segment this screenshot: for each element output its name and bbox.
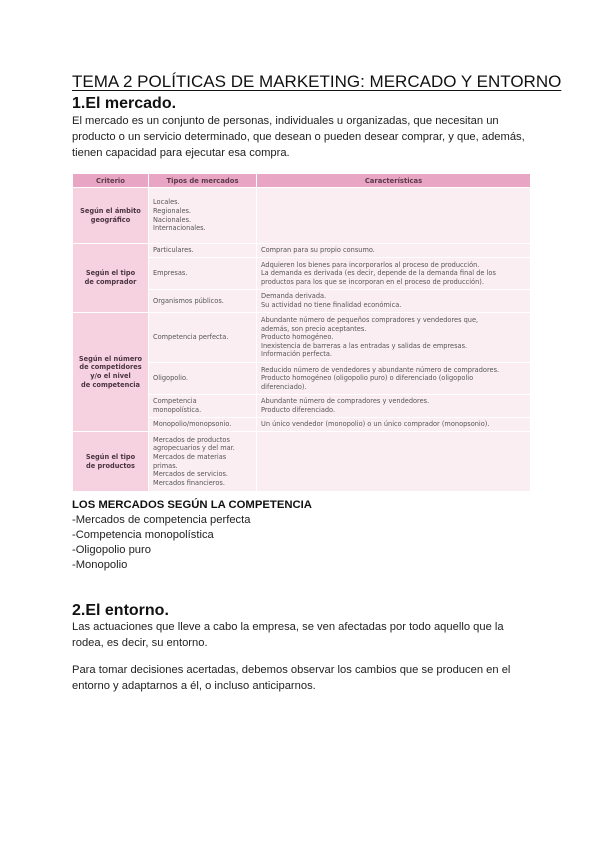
characteristics-line: productos para los que se incorporan en el proceso de producción). — [261, 277, 484, 286]
market-type-cell — [149, 418, 257, 432]
page-title: TEMA 2 POLÍTICAS DE MARKETING: MERCADO Y ENTORNO — [72, 72, 562, 91]
characteristics-cell — [257, 395, 531, 418]
list-item: -Monopolio — [72, 559, 128, 571]
market-type-line: Mercados de productos — [153, 435, 230, 444]
list-item: -Mercados de competencia perfecta — [72, 514, 251, 526]
criterion-line: de competencia — [81, 380, 140, 389]
market-type-line: agropecuarios y del mar. — [153, 444, 235, 453]
market-type-line: Regionales. — [153, 206, 192, 215]
criterion-line: de productos — [86, 461, 135, 470]
paragraph-line: tienen capacidad para ejecutar esa compra. — [72, 147, 290, 159]
table-header-tipos: Tipos de mercados — [149, 174, 257, 188]
characteristics-line: Reducido número de vendedores y abundante número de compradores. — [261, 365, 500, 374]
list-item: -Competencia monopolística — [72, 529, 214, 541]
paragraph-line: producto o un servicio determinado, que desean o pueden desear comprar, y que, además, — [72, 131, 525, 143]
market-type-line: Nacionales. — [153, 215, 192, 224]
criterion-line: Según el ámbito — [80, 206, 141, 215]
market-type-line: Empresas. — [153, 269, 188, 278]
market-type-cell — [149, 290, 257, 313]
criterion-cell — [73, 313, 149, 432]
paragraph-line: El mercado es un conjunto de personas, individuales u organizadas, que necesitan un — [72, 115, 499, 127]
market-type-line: Competencia — [153, 397, 197, 406]
criterion-line: y/o el nivel — [90, 372, 131, 380]
characteristics-cell — [257, 313, 531, 363]
market-type-line: Internacionales. — [153, 224, 206, 233]
list-item: -Oligopolio puro — [72, 544, 151, 556]
criterion-cell — [73, 188, 149, 244]
characteristics-line: Demanda derivada. — [261, 292, 327, 301]
characteristics-cell — [257, 290, 531, 313]
table-header-criterio: Criterio — [73, 174, 149, 188]
characteristics-line: Información perfecta. — [261, 350, 332, 359]
characteristics-line: además, son precio aceptantes. — [261, 324, 367, 333]
characteristics-line: Producto diferenciado. — [261, 406, 336, 414]
market-type-line: primas. — [153, 461, 178, 470]
characteristics-line: Compran para su propio consumo. — [261, 246, 375, 255]
paragraph-line: Las actuaciones que lleve a cabo la empresa, se ven afectadas por todo aquello que la — [72, 621, 504, 633]
criterion-line: geográfico — [90, 215, 131, 224]
section-heading-mercado: 1.El mercado. — [72, 95, 177, 112]
paragraph-line: Para tomar decisiones acertadas, debemos observar los cambios que se producen en el — [72, 664, 511, 676]
entorno-paragraph-1 — [72, 619, 532, 651]
characteristics-line: Abundante número de compradores y vendedores. — [261, 397, 430, 406]
characteristics-line: Abundante número de pequeños compradores y vendedores que, — [261, 316, 479, 325]
characteristics-cell — [257, 432, 531, 492]
market-type-line: Organismos públicos. — [153, 296, 224, 305]
table-header-caracteristicas: Características — [257, 174, 531, 188]
table-row — [73, 313, 531, 363]
characteristics-line: Adquieren los bienes para incorporarlos al proceso de producción. — [261, 260, 480, 269]
criterion-line: Según el número — [78, 354, 143, 363]
characteristics-line: Producto homogéneo (oligopolio puro) o diferenciado (oligopolio — [261, 374, 474, 383]
market-type-line: Mercados de servicios. — [153, 470, 229, 479]
characteristics-cell — [257, 244, 531, 258]
market-type-line: monopolística. — [153, 406, 202, 414]
market-type-line: Mercados financieros. — [153, 478, 225, 487]
table-row — [73, 432, 531, 492]
paragraph-line: entorno y adaptarnos a él, o incluso anticiparnos. — [72, 680, 316, 692]
table-row — [73, 244, 531, 258]
market-type-cell — [149, 258, 257, 290]
characteristics-cell — [257, 363, 531, 395]
market-type-line: Monopolio/monopsonio. — [153, 420, 232, 429]
market-type-cell — [149, 363, 257, 395]
market-types-table — [72, 173, 531, 492]
criterion-cell — [73, 244, 149, 313]
competencia-heading: LOS MERCADOS SEGÚN LA COMPETENCIA — [72, 499, 312, 511]
characteristics-cell — [257, 188, 531, 244]
criterion-cell — [73, 432, 149, 492]
market-type-cell — [149, 395, 257, 418]
characteristics-cell — [257, 418, 531, 432]
market-type-cell — [149, 244, 257, 258]
market-type-cell — [149, 313, 257, 363]
criterion-line: de competidores — [79, 363, 142, 372]
characteristics-line: Inexistencia de barreras a las entradas y salidas de empresas. — [261, 341, 468, 350]
criterion-line: Según el tipo — [85, 269, 136, 278]
criterion-line: de comprador — [84, 278, 137, 286]
table-header-row — [73, 174, 531, 188]
market-type-line: Oligopolio. — [153, 374, 188, 383]
market-type-line: Locales. — [153, 198, 180, 207]
table-row — [73, 188, 531, 244]
characteristics-line: La demanda es derivada (es decir, depende de la demanda final de los — [261, 269, 496, 278]
market-type-line: Mercados de materias — [153, 452, 227, 461]
characteristics-line: Un único vendedor (monopolio) o un único comprador (monopsonio). — [261, 420, 490, 429]
market-type-line: Particulares. — [153, 246, 194, 255]
market-type-cell — [149, 188, 257, 244]
market-type-line: Competencia perfecta. — [153, 333, 229, 342]
characteristics-line: diferenciado). — [261, 382, 307, 391]
criterion-line: Según el tipo — [85, 452, 136, 461]
paragraph-line: rodea, es decir, su entorno. — [72, 637, 208, 649]
section-heading-entorno: 2.El entorno. — [72, 602, 169, 619]
characteristics-line: Producto homogéneo. — [261, 333, 334, 342]
competencia-list — [72, 513, 250, 573]
characteristics-cell — [257, 258, 531, 290]
characteristics-line: Su actividad no tiene finalidad económica. — [261, 301, 402, 309]
mercado-paragraph — [72, 113, 532, 161]
entorno-paragraph-2 — [72, 662, 532, 694]
market-type-cell — [149, 432, 257, 492]
